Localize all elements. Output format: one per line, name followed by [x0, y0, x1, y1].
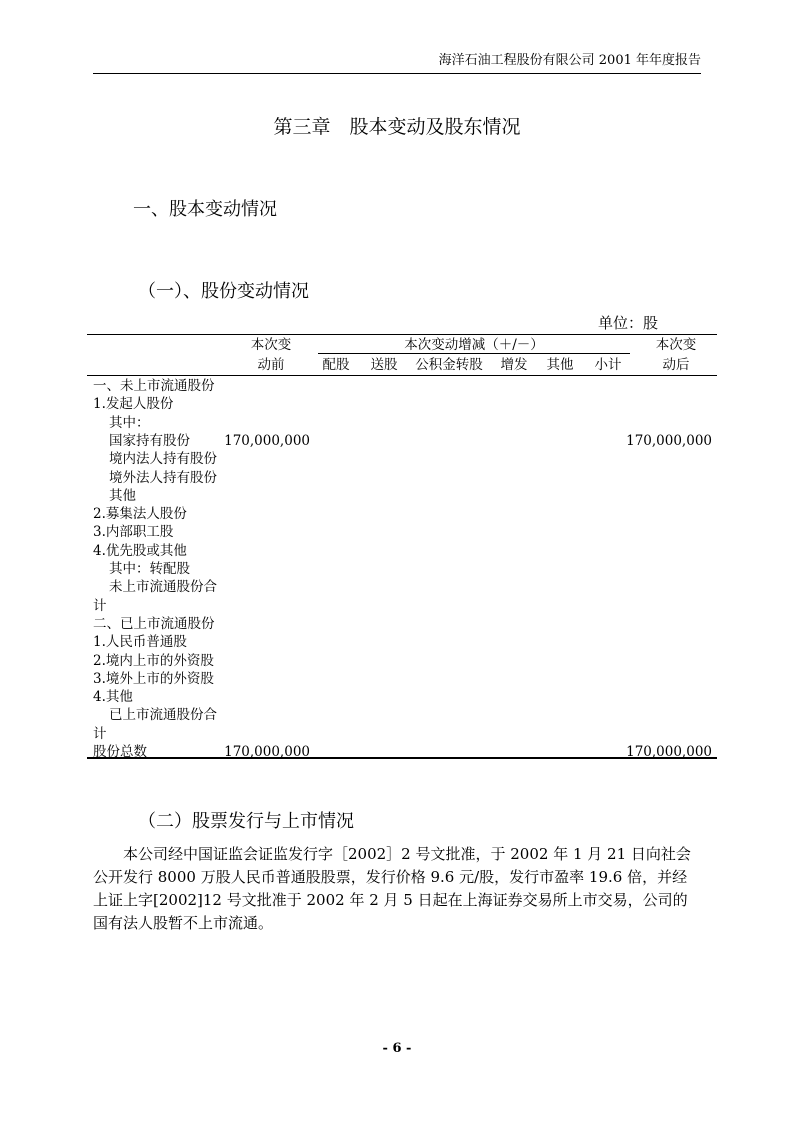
header-after-line1: 本次变	[655, 337, 697, 353]
paragraph-line: 公开发行 8000 万股人民币普通股股票，发行价格 9.6 元/股，发行市盈率 19.6 倍，并经	[93, 868, 688, 886]
paragraph-line: 上证上字[2002]12 号文批准于 2002 年 2 月 5 日起在上海证券交易所上市交易，公司的	[93, 891, 688, 909]
table-row-label: 境内法人持有股份	[109, 451, 217, 468]
header-col-reserve-conversion: 公积金转股	[415, 357, 483, 373]
unit-label: 单位：股	[598, 314, 659, 332]
issuance-paragraph	[93, 843, 699, 935]
header-col-bonus-shares: 送股	[370, 357, 398, 373]
table-row-label: 4.优先股或其他	[93, 542, 187, 559]
table-bottom-rule	[87, 757, 717, 759]
table-row-label: 3.境外上市的外资股	[93, 670, 214, 687]
header-col-other: 其他	[546, 357, 574, 373]
table-row-label: 二、已上市流通股份	[93, 615, 215, 632]
chapter-title: 第三章 股本变动及股东情况	[273, 116, 521, 138]
header-col-new-issue: 增发	[500, 357, 528, 373]
table-row-label: 4.其他	[93, 689, 133, 706]
header-col-rights-issue: 配股	[322, 357, 350, 373]
table-row-label: 其中：	[109, 414, 150, 431]
table-row-label: 其中：转配股	[109, 561, 190, 577]
paragraph-line: 本公司经中国证监会证监发行字［2002］2 号文批准，于 2002 年 1 月 21 日向社会	[123, 845, 691, 863]
header-after-line2: 动后	[662, 357, 690, 373]
header-change-group: 本次变动增减（＋/－）	[404, 337, 544, 353]
header-col-subtotal: 小计	[594, 357, 622, 373]
header-rule	[93, 73, 701, 74]
running-header: 海洋石油工程股份有限公司 2001 年年度报告	[438, 53, 701, 68]
section-heading-share-changes: 一、股本变动情况	[133, 199, 277, 220]
table-top-rule	[87, 334, 717, 335]
table-row-label: 国家持有股份	[109, 432, 190, 449]
table-row-label: 2.募集法人股份	[93, 506, 187, 523]
table-row-label: 2.境内上市的外资股	[93, 652, 214, 669]
table-row-label: 境外法人持有股份	[109, 469, 217, 486]
table-row-label: 未上市流通股份合	[109, 579, 217, 596]
table-cell-before: 170,000,000	[224, 744, 310, 760]
subsection-heading-share-change-detail: （一）、股份变动情况	[138, 281, 309, 302]
table-row-label: 1.发起人股份	[93, 396, 174, 413]
header-before-line1: 本次变	[250, 337, 292, 353]
section-heading-issuance-listing: （二）股票发行与上市情况	[138, 811, 354, 832]
table-row-label: 已上市流通股份合	[109, 707, 217, 724]
header-before-line2: 动前	[257, 357, 285, 373]
table-header-bottom-rule	[87, 375, 717, 376]
table-row-label: 3.内部职工股	[93, 524, 174, 541]
table-row-label: 股份总数	[93, 744, 147, 760]
table-row-label: 其他	[109, 487, 136, 504]
table-row-label: 1.人民币普通股	[93, 634, 187, 651]
table-cell-before: 170,000,000	[224, 432, 310, 449]
table-cell-after: 170,000,000	[626, 744, 712, 760]
table-row-label: 计	[93, 725, 107, 742]
page-number: - 6 -	[382, 1041, 412, 1056]
table-row-label: 计	[93, 597, 107, 614]
table-row-label: 一、未上市流通股份	[93, 378, 215, 394]
table-cell-after: 170,000,000	[626, 432, 712, 449]
paragraph-line: 国有法人股暂不上市流通。	[93, 914, 274, 932]
